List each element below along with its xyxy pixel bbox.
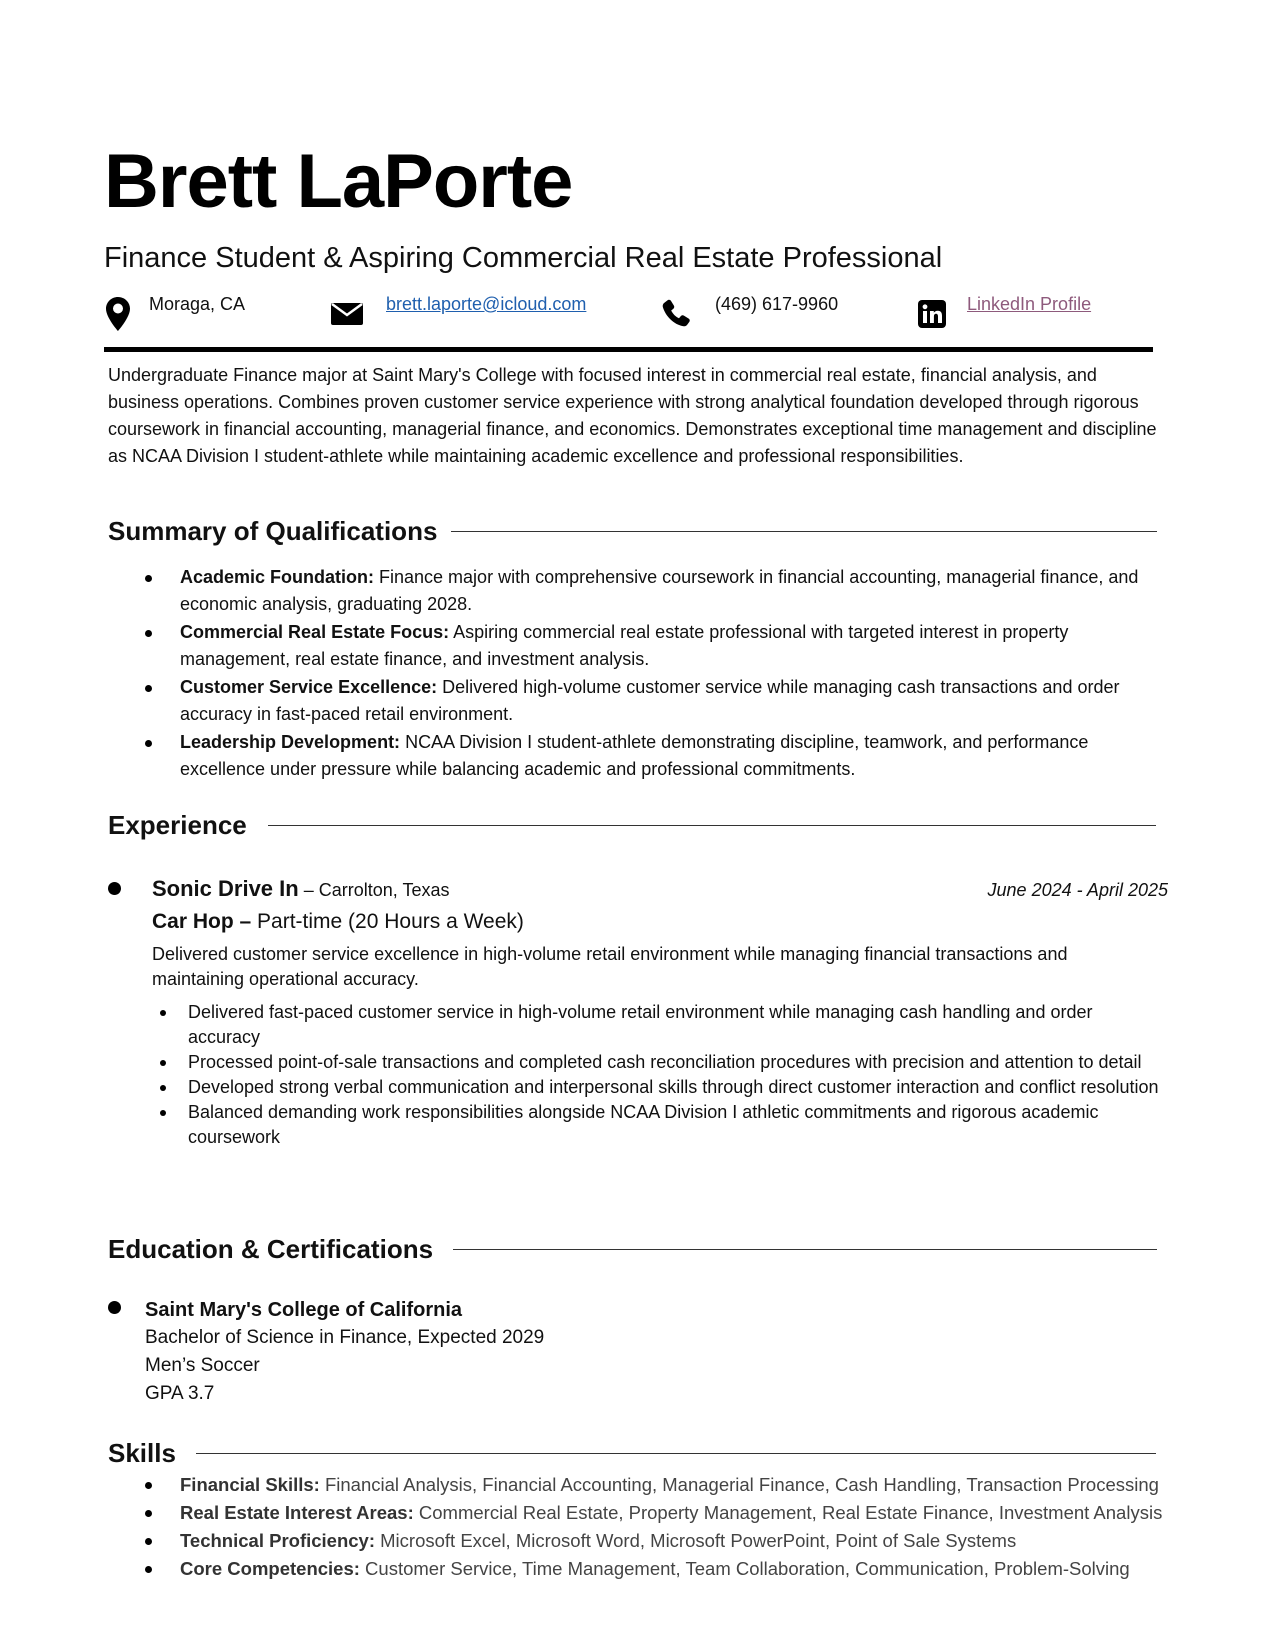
qualification-label: Commercial Real Estate Focus:	[180, 622, 450, 642]
linkedin-link[interactable]: LinkedIn Profile	[967, 294, 1092, 314]
job-company: Sonic Drive In	[152, 876, 299, 901]
email-link[interactable]: brett.laporte@icloud.com	[386, 294, 587, 314]
job-dates: June 2024 - April 2025	[987, 880, 1168, 900]
map-pin-icon	[106, 297, 130, 331]
education-heading: Education & Certifications	[108, 1234, 434, 1264]
skills-list	[108, 1471, 1208, 1583]
linkedin-icon	[918, 300, 946, 328]
job-bullet	[108, 882, 121, 895]
school-name: Saint Mary's College of California	[145, 1299, 463, 1321]
candidate-name: Brett LaPorte	[104, 139, 573, 224]
phone-icon	[661, 299, 691, 329]
contact-phone	[661, 296, 691, 332]
list-item	[108, 1555, 1208, 1583]
job-location: – Carrolton, Texas	[298, 880, 450, 900]
list-item: Delivered fast-paced customer service in high-volume retail environment while managing cash handling and order accuracy	[152, 1000, 1162, 1050]
degree: Bachelor of Science in Finance, Expected 2029	[145, 1327, 545, 1348]
education-entry	[145, 1296, 544, 1408]
qualifications-heading: Summary of Qualifications	[108, 516, 438, 546]
skills-heading: Skills	[108, 1438, 176, 1468]
candidate-tagline: Finance Student & Aspiring Commercial Real Estate Professional	[104, 242, 943, 274]
contact-linkedin	[918, 296, 946, 332]
contact-location	[106, 296, 130, 332]
skill-label: Financial Skills:	[180, 1474, 320, 1495]
skill-label: Technical Proficiency:	[180, 1530, 375, 1551]
list-item	[108, 674, 1158, 728]
education-divider	[453, 1249, 1157, 1250]
job-description: Delivered customer service excellence in high-volume retail environment while managing financial transactions and maintaining operational accuracy.	[152, 944, 1068, 989]
list-item	[108, 1471, 1208, 1499]
profile-summary: Undergraduate Finance major at Saint Mary's College with focused interest in commercial real estate, financial analysis, and business operations. Combines proven customer service experience with strong analytical foundation developed through rigorous coursework in financial accounting, managerial finance, and economics. Demonstrates exceptional time management and discipline as NCAA Division I student-athlete while maintaining academic excellence and professional responsibilities.	[108, 365, 1157, 466]
skill-text: Commercial Real Estate, Property Management, Real Estate Finance, Investment Analysis	[413, 1502, 1163, 1523]
job-title: Car Hop –	[152, 910, 252, 933]
experience-heading: Experience	[108, 810, 247, 840]
qualification-label: Academic Foundation:	[180, 567, 375, 587]
education-bullet	[108, 1301, 121, 1314]
list-item	[108, 729, 1158, 783]
skills-divider	[196, 1453, 1156, 1454]
list-item	[108, 1527, 1208, 1555]
list-item: Processed point-of-sale transactions and completed cash reconciliation procedures with precision and attention to detail	[152, 1050, 1162, 1075]
qualification-text: Delivered high-volume customer service while managing cash transactions and order accuracy in fast-paced retail environment.	[180, 677, 1120, 724]
list-item	[108, 1499, 1208, 1527]
phone-text: (469) 617-9960	[715, 294, 839, 314]
qualifications-list	[108, 564, 1158, 784]
list-item: Developed strong verbal communication and interpersonal skills through direct customer interaction and conflict resolution	[152, 1075, 1162, 1100]
activity: Men’s Soccer	[145, 1355, 260, 1376]
job-responsibilities	[152, 1000, 1162, 1150]
qualification-label: Leadership Development:	[180, 732, 401, 752]
skill-label: Real Estate Interest Areas:	[180, 1502, 414, 1523]
skill-label: Core Competencies:	[180, 1558, 360, 1579]
qualification-label: Customer Service Excellence:	[180, 677, 438, 697]
skill-text: Financial Analysis, Financial Accounting, Managerial Finance, Cash Handling, Transaction Processing	[319, 1474, 1159, 1495]
list-item	[108, 564, 1158, 618]
header-divider	[104, 347, 1153, 352]
job-title-line	[152, 910, 524, 934]
job-type: Part-time (20 Hours a Week)	[251, 910, 524, 933]
qualification-text: Finance major with comprehensive coursework in financial accounting, managerial finance, and economic analysis, graduating 2028.	[180, 567, 1139, 614]
skill-text: Customer Service, Time Management, Team Collaboration, Communication, Problem-Solving	[359, 1558, 1130, 1579]
list-item	[108, 619, 1158, 673]
qualification-text: NCAA Division I student-athlete demonstrating discipline, teamwork, and performance excellence under pressure while balancing academic and professional commitments.	[180, 732, 1089, 779]
list-item: Balanced demanding work responsibilities alongside NCAA Division I athletic commitments and rigorous academic coursework	[152, 1100, 1162, 1150]
gpa: GPA 3.7	[145, 1383, 215, 1404]
qualification-text: Aspiring commercial real estate professional with targeted interest in property management, real estate finance, and investment analysis.	[180, 622, 1069, 669]
experience-divider	[268, 825, 1156, 826]
location-text: Moraga, CA	[149, 294, 246, 314]
job-company-line	[152, 876, 449, 902]
envelope-icon	[331, 303, 363, 325]
contact-email	[331, 296, 363, 332]
qualifications-divider	[451, 531, 1157, 532]
skill-text: Microsoft Excel, Microsoft Word, Microsoft PowerPoint, Point of Sale Systems	[375, 1530, 1017, 1551]
